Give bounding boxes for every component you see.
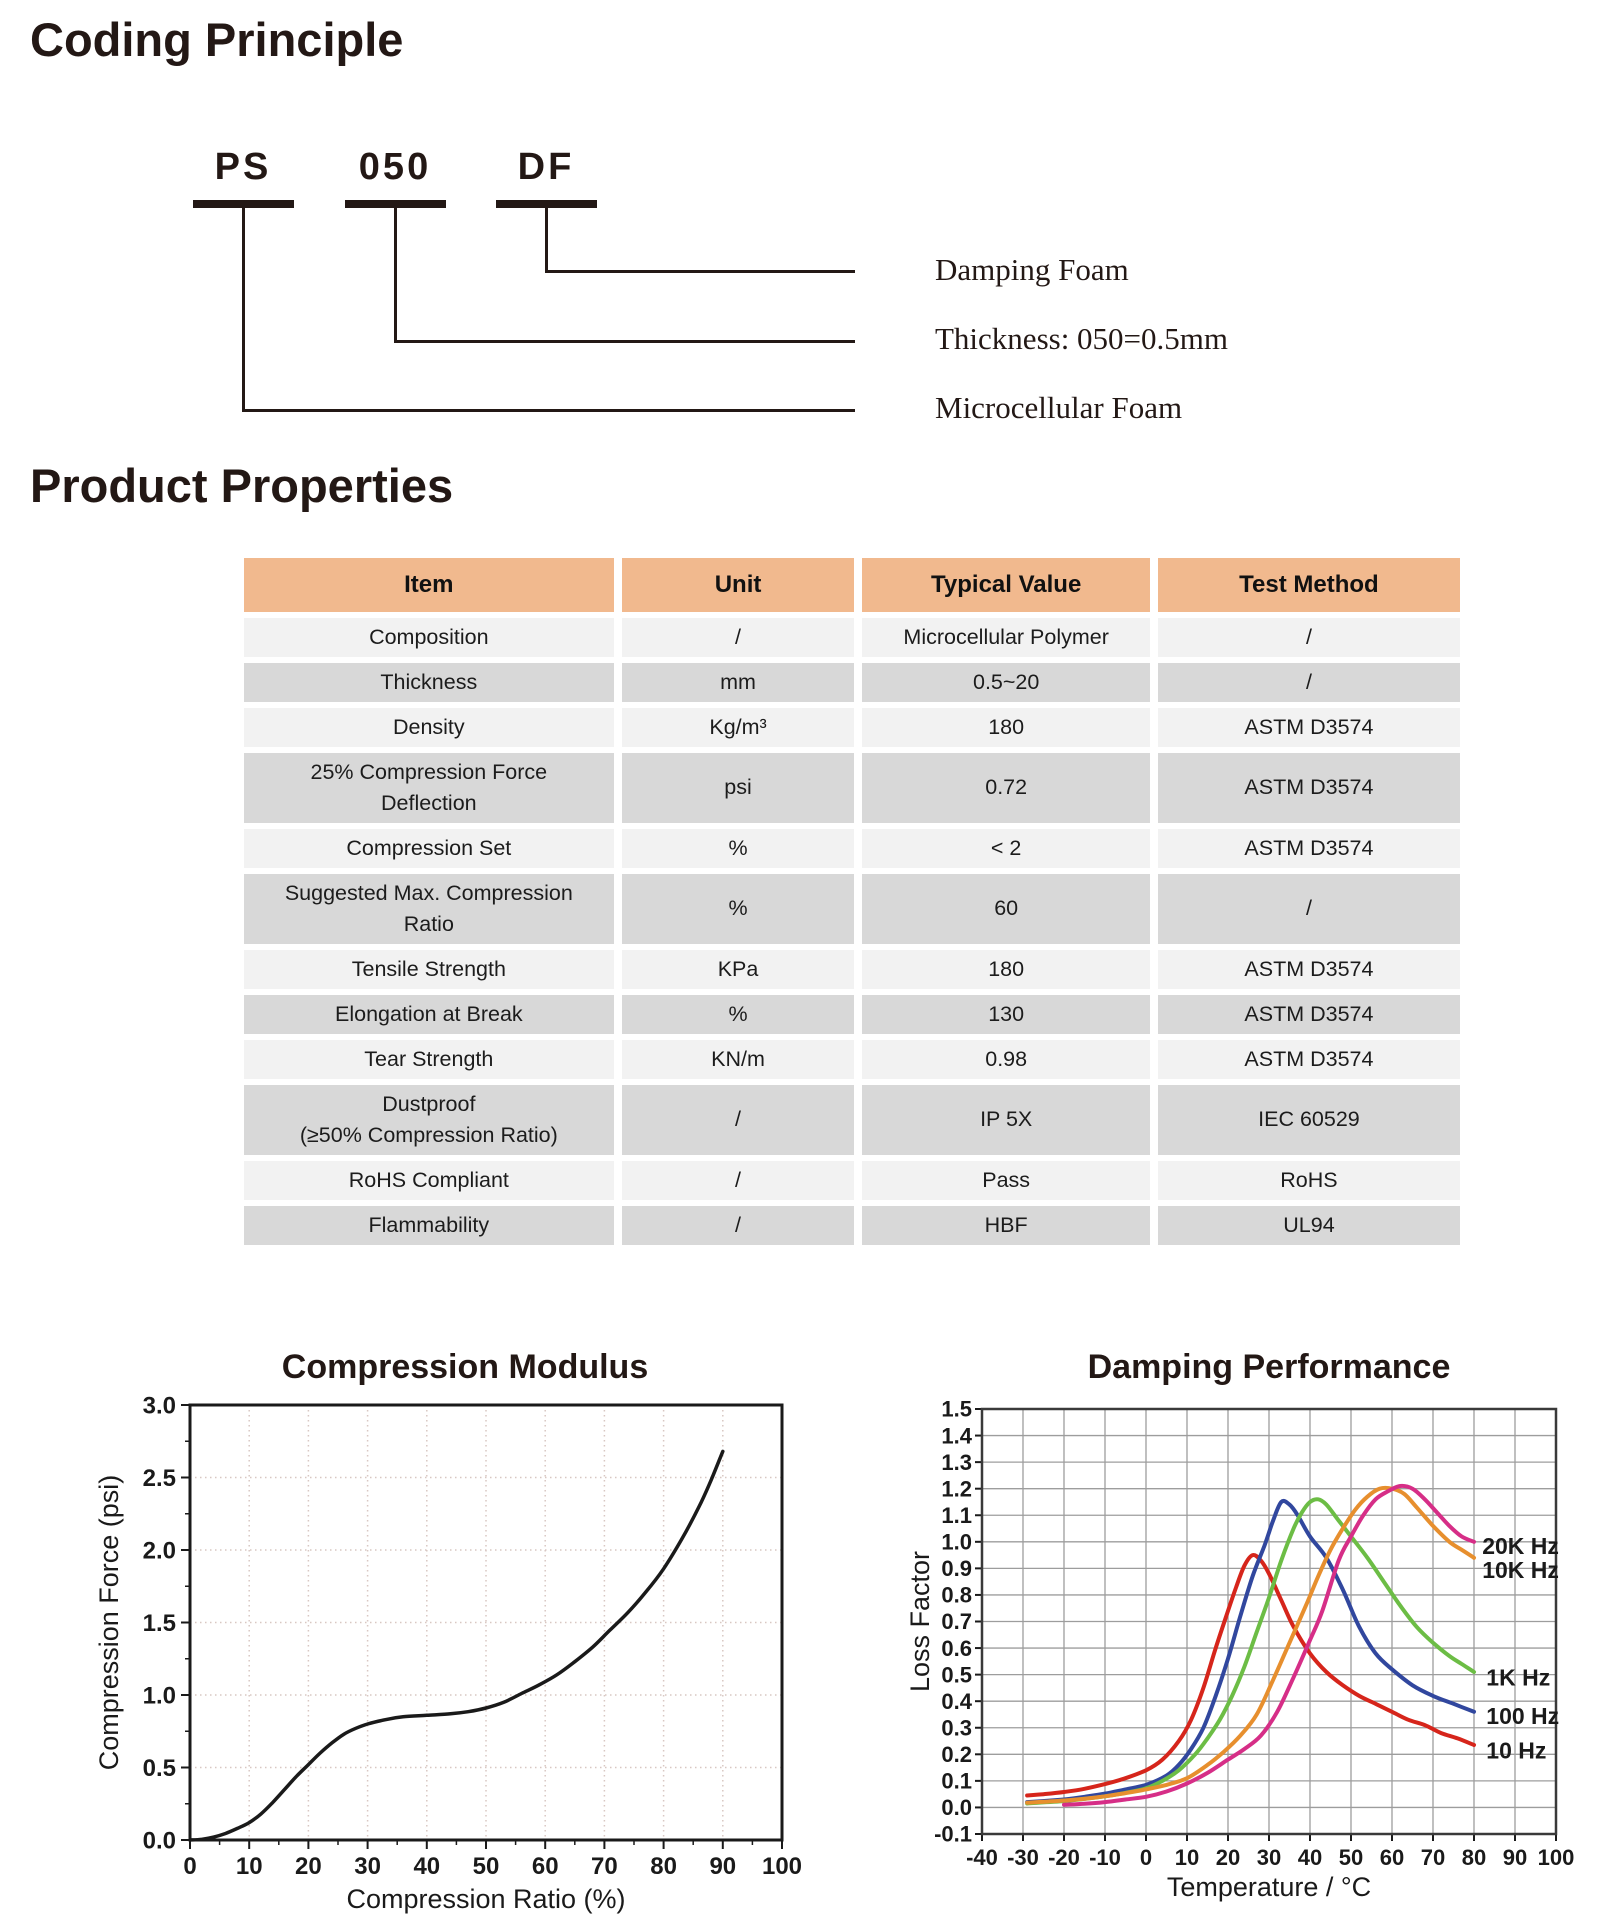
- value-cell: 0.72: [854, 753, 1149, 823]
- table-row: [244, 753, 1460, 823]
- method-cell: /: [1150, 618, 1460, 657]
- y-tick-label: 0.5: [142, 1754, 176, 1782]
- item-cell: Thickness: [244, 663, 614, 702]
- connector-vertical-df: [545, 208, 548, 272]
- x-axis-title: Temperature / °C: [1166, 1872, 1372, 1902]
- coding-principle-title: Coding Principle: [30, 13, 404, 66]
- table-header-row: [244, 558, 1460, 612]
- value-cell: 130: [854, 995, 1149, 1034]
- x-tick-label: -20: [1048, 1845, 1080, 1870]
- value-cell: Microcellular Polymer: [854, 618, 1149, 657]
- x-tick-label: 10: [1174, 1845, 1200, 1870]
- code-segment-df: DF: [517, 146, 575, 188]
- x-tick-label: 50: [472, 1853, 500, 1880]
- x-tick-label: 70: [591, 1853, 618, 1880]
- method-cell: IEC 60529: [1150, 1085, 1460, 1155]
- method-cell: ASTM D3574: [1150, 1040, 1460, 1079]
- x-tick-label: 60: [531, 1853, 559, 1880]
- table-row: [244, 1085, 1460, 1155]
- method-cell: ASTM D3574: [1150, 995, 1460, 1034]
- value-cell: 60: [854, 874, 1149, 944]
- method-cell: ASTM D3574: [1150, 708, 1460, 747]
- code-label-thickness: Thickness: 050=0.5mm: [935, 321, 1229, 356]
- y-tick-label: 0.2: [941, 1742, 972, 1768]
- y-tick-label: 0.5: [941, 1662, 972, 1688]
- connector-vertical-ps: [242, 208, 245, 411]
- x-tick-label: 10: [235, 1853, 263, 1880]
- unit-cell: mm: [614, 663, 855, 702]
- y-tick-label: 0.3: [941, 1715, 972, 1741]
- method-cell: UL94: [1150, 1206, 1460, 1245]
- table-header-cell: Test Method: [1150, 558, 1460, 612]
- method-cell: /: [1150, 874, 1460, 944]
- item-cell: Tensile Strength: [244, 950, 614, 989]
- unit-cell: /: [614, 1085, 855, 1155]
- value-cell: 180: [854, 950, 1149, 989]
- damping-performance-title: Damping Performance: [1087, 1348, 1451, 1386]
- y-tick-label: 2.0: [142, 1537, 176, 1565]
- x-tick-label: -30: [1007, 1845, 1039, 1870]
- x-tick-label: 30: [354, 1853, 381, 1880]
- item-cell: Tear Strength: [244, 1040, 614, 1079]
- unit-cell: %: [614, 829, 855, 868]
- table-header-cell: Typical Value: [854, 558, 1149, 612]
- table-row: [244, 663, 1460, 702]
- y-tick-label: -0.1: [934, 1821, 972, 1847]
- curve-label-10-hz: 10 Hz: [1486, 1737, 1547, 1764]
- item-cell: Elongation at Break: [244, 995, 614, 1034]
- compression-modulus-title: Compression Modulus: [281, 1348, 649, 1386]
- x-tick-label: -10: [1089, 1845, 1121, 1870]
- code-label-microcellular-foam: Microcellular Foam: [935, 390, 1183, 425]
- x-tick-label: 30: [1256, 1845, 1282, 1870]
- method-cell: ASTM D3574: [1150, 753, 1460, 823]
- x-tick-label: 50: [1338, 1845, 1364, 1870]
- value-cell: 180: [854, 708, 1149, 747]
- y-tick-label: 0.0: [142, 1827, 176, 1855]
- unit-cell: KPa: [614, 950, 855, 989]
- method-cell: ASTM D3574: [1150, 950, 1460, 989]
- y-tick-label: 2.5: [142, 1464, 176, 1492]
- x-tick-label: 80: [1461, 1845, 1487, 1870]
- method-cell: /: [1150, 663, 1460, 702]
- item-cell: Flammability: [244, 1206, 614, 1245]
- table-row: [244, 829, 1460, 868]
- code-underline-ps: [193, 200, 294, 208]
- unit-cell: psi: [614, 753, 855, 823]
- x-tick-label: 0: [183, 1853, 197, 1880]
- x-tick-label: 70: [1420, 1845, 1446, 1870]
- y-tick-label: 1.5: [142, 1609, 176, 1637]
- charts-canvas: [0, 1330, 1600, 1922]
- y-tick-label: 0.0: [941, 1795, 972, 1821]
- item-cell: Density: [244, 708, 614, 747]
- connector-horizontal-ps: [242, 409, 855, 412]
- method-cell: ASTM D3574: [1150, 829, 1460, 868]
- y-tick-label: 1.0: [941, 1529, 972, 1555]
- x-tick-label: 20: [295, 1853, 322, 1880]
- x-tick-label: 20: [1215, 1845, 1241, 1870]
- y-tick-label: 3.0: [142, 1392, 176, 1420]
- y-tick-label: 0.6: [941, 1635, 972, 1661]
- unit-cell: KN/m: [614, 1040, 855, 1079]
- table-row: [244, 950, 1460, 989]
- unit-cell: /: [614, 1161, 855, 1200]
- item-cell: Suggested Max. Compression Ratio: [244, 874, 614, 944]
- x-tick-label: 0: [1139, 1845, 1153, 1870]
- table-row: [244, 618, 1460, 657]
- y-tick-label: 1.5: [941, 1396, 972, 1422]
- unit-cell: %: [614, 995, 855, 1034]
- x-tick-label: 60: [1379, 1845, 1405, 1870]
- table-header-cell: Unit: [614, 558, 855, 612]
- value-cell: IP 5X: [854, 1085, 1149, 1155]
- connector-horizontal-df: [545, 270, 855, 273]
- value-cell: Pass: [854, 1161, 1149, 1200]
- code-label-damping-foam: Damping Foam: [935, 252, 1129, 287]
- x-tick-label: 40: [413, 1853, 441, 1880]
- y-axis-title: Loss Factor: [905, 1550, 935, 1693]
- x-tick-label: 80: [650, 1853, 677, 1880]
- connector-horizontal-050: [394, 340, 855, 343]
- properties-table-wrap: [244, 552, 1460, 1251]
- table-row: [244, 995, 1460, 1034]
- table-row: [244, 874, 1460, 944]
- y-tick-label: 1.3: [941, 1449, 972, 1475]
- value-cell: < 2: [854, 829, 1149, 868]
- y-tick-label: 1.0: [142, 1682, 176, 1710]
- table-row: [244, 1040, 1460, 1079]
- item-cell: Composition: [244, 618, 614, 657]
- y-tick-label: 1.2: [941, 1476, 972, 1502]
- y-tick-label: 1.1: [941, 1502, 972, 1528]
- curve-label-20k-hz: 20K Hz: [1482, 1532, 1559, 1559]
- code-underline-df: [496, 200, 597, 208]
- x-tick-label: 100: [761, 1853, 803, 1880]
- unit-cell: Kg/m³: [614, 708, 855, 747]
- coding-diagram: [0, 0, 1600, 450]
- y-axis-title: Compression Force (psi): [94, 1474, 124, 1771]
- table-row: [244, 708, 1460, 747]
- code-segment-050: 050: [358, 146, 432, 188]
- method-cell: RoHS: [1150, 1161, 1460, 1200]
- x-tick-label: 90: [1502, 1845, 1528, 1870]
- value-cell: HBF: [854, 1206, 1149, 1245]
- item-cell: Compression Set: [244, 829, 614, 868]
- unit-cell: %: [614, 874, 855, 944]
- x-axis-title: Compression Ratio (%): [346, 1884, 626, 1914]
- series-compression-curve: [190, 1451, 723, 1840]
- x-tick-label: 90: [709, 1853, 737, 1880]
- y-tick-label: 1.4: [941, 1423, 972, 1449]
- table-row: [244, 1206, 1460, 1245]
- table-row: [244, 1161, 1460, 1200]
- item-cell: RoHS Compliant: [244, 1161, 614, 1200]
- value-cell: 0.5~20: [854, 663, 1149, 702]
- x-tick-label: -40: [966, 1845, 998, 1870]
- y-tick-label: 0.4: [941, 1688, 972, 1714]
- item-cell: Dustproof (≥50% Compression Ratio): [244, 1085, 614, 1155]
- curve-label-100-hz: 100 Hz: [1486, 1702, 1560, 1729]
- curve-label-1k-hz: 1K Hz: [1486, 1664, 1551, 1691]
- y-tick-label: 0.7: [941, 1609, 972, 1635]
- x-tick-label: 100: [1537, 1845, 1575, 1870]
- table-header-cell: Item: [244, 558, 614, 612]
- properties-table: [244, 552, 1460, 1251]
- x-tick-label: 40: [1297, 1845, 1323, 1870]
- item-cell: 25% Compression Force Deflection: [244, 753, 614, 823]
- code-underline-050: [345, 200, 446, 208]
- y-tick-label: 0.9: [941, 1556, 972, 1582]
- y-tick-label: 0.1: [941, 1768, 972, 1794]
- connector-vertical-050: [394, 208, 397, 342]
- value-cell: 0.98: [854, 1040, 1149, 1079]
- y-tick-label: 0.8: [941, 1582, 972, 1608]
- unit-cell: /: [614, 618, 855, 657]
- series-1k-hz: [1027, 1499, 1474, 1803]
- curve-label-10k-hz: 10K Hz: [1482, 1556, 1559, 1583]
- product-properties-title: Product Properties: [30, 459, 454, 512]
- code-segment-ps: PS: [214, 146, 272, 188]
- unit-cell: /: [614, 1206, 855, 1245]
